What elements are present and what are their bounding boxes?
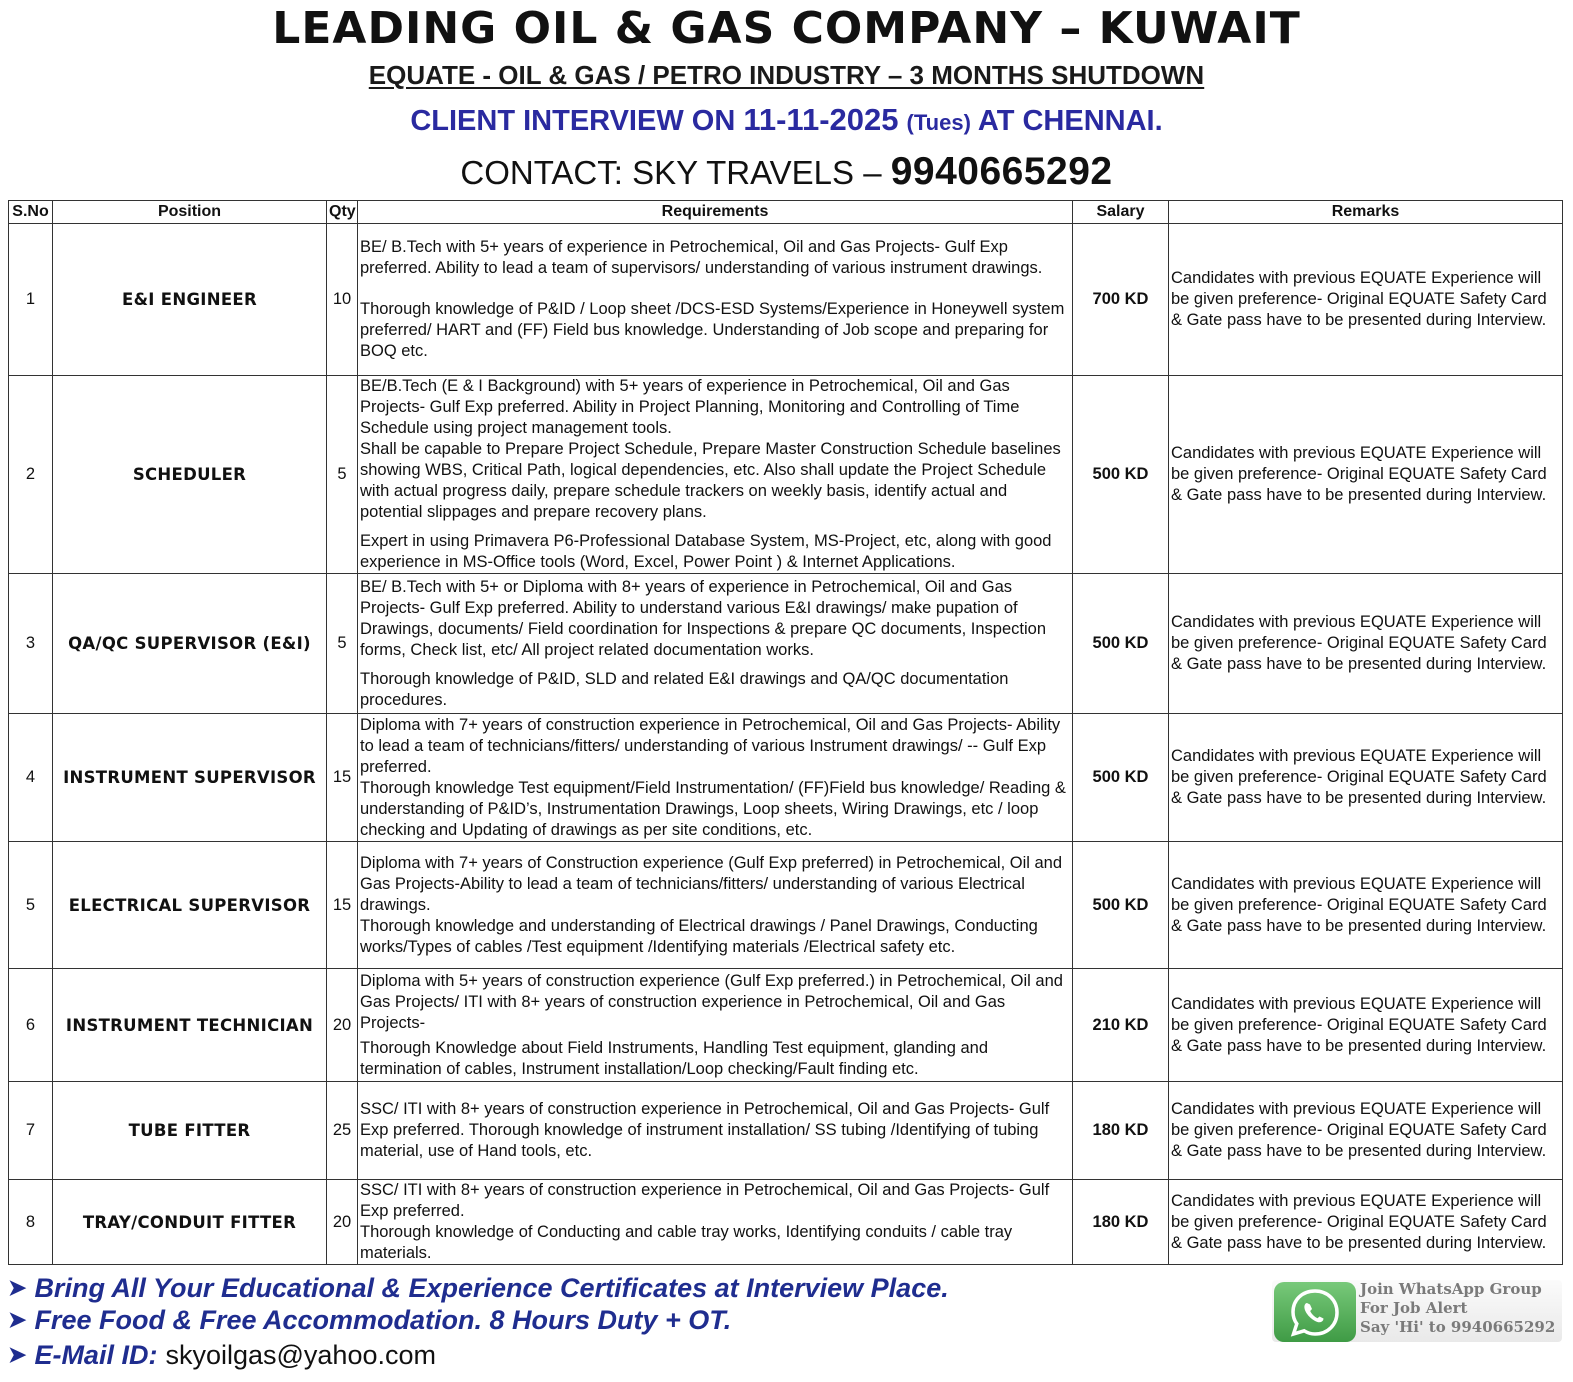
qty-cell: 5 [327,376,358,574]
contact-number: 9940665292 [890,150,1113,193]
remarks-cell: Candidates with previous EQUATE Experience will be given preference- Original EQUATE Safety Card & Gate pass have to be presented during Interview. [1169,842,1563,969]
salary-cell: 210 KD [1073,969,1169,1082]
remarks-cell: Candidates with previous EQUATE Experience will be given preference- Original EQUATE Safety Card & Gate pass have to be presented during Interview. [1169,1082,1563,1180]
qty-cell: 20 [327,1180,358,1265]
requirement-text: BE/ B.Tech with 5+ or Diploma with 8+ years of experience in Petrochemical, Oil and Gas Projects- Gulf Exp preferred. Ability to understand various E&I drawings/ make pupation of Drawings, documents/ Field coordination for Inspections & prepare QC documents, Inspection forms, Check list, etc/ All project related documentation works. [360,577,1047,659]
interview-place: AT CHENNAI. [970,105,1163,137]
requirement-text: SSC/ ITI with 8+ years of construction experience in Petrochemical, Oil and Gas Projects- Gulf Exp preferred. Thorough knowledge of instrument installation/ SS tubing /Identifying of tubing material, use of Hand tools, etc. [360,1100,1050,1160]
requirement-text: Thorough knowledge Test equipment/Field Instrumentation/ (FF)Field bus knowledge/ Reading & understanding of P&ID’s, Instrumentation Drawings, Loop sheets, Wiring Drawings, etc / loop checking and Updating of drawings as per site conditions, etc. [360,778,1066,839]
position-cell: SCHEDULER [53,376,327,574]
requirement-text: Thorough Knowledge about Field Instruments, Handling Test equipment, glanding and termination of cables, Instrument installation/Loop checking/Fault finding etc. [360,1038,989,1078]
remarks-cell: Candidates with previous EQUATE Experience will be given preference- Original EQUATE Safety Card & Gate pass have to be presented during Interview. [1169,969,1563,1082]
table-row [9,1180,1563,1265]
sno-cell: 2 [9,376,53,574]
footer-note-text: Bring All Your Educational & Experience Certificates at Interview Place. [34,1273,949,1303]
requirement-text: BE/B.Tech (E & I Background) with 5+ years of experience in Petrochemical, Oil and Gas Projects- Gulf Exp preferred. Ability in Project Planning, Monitoring and Controlling of Time Schedule using project management tools. [360,377,1020,437]
col-header-sno: S.No [9,201,53,224]
requirements-cell [358,714,1073,842]
col-header-position: Position [53,201,327,224]
whatsapp-badge [1274,1282,1356,1342]
sno-cell: 1 [9,224,53,376]
whatsapp-line: Say 'Hi' to 9940665292 [1360,1318,1556,1336]
salary-cell: 500 KD [1073,714,1169,842]
table-row [9,1082,1563,1180]
interview-day: (Tues) [906,110,971,135]
position-cell: INSTRUMENT SUPERVISOR [53,714,327,842]
sno-cell: 8 [9,1180,53,1265]
qty-cell: 10 [327,224,358,376]
footer-note-text: Free Food & Free Accommodation. 8 Hours Duty + OT. [34,1305,732,1335]
footer-note-email [8,1338,436,1372]
interview-date: 11-11-2025 [743,102,899,137]
sno-cell: 4 [9,714,53,842]
bullet-arrow-icon: ➤ [8,1342,27,1367]
requirements-cell [358,574,1073,714]
qty-cell: 15 [327,714,358,842]
subtitle-text: EQUATE - OIL & GAS / PETRO INDUSTRY – 3 MONTHS SHUTDOWN [368,60,1205,90]
requirement-text: Thorough knowledge of P&ID / Loop sheet /DCS-ESD Systems/Experience in Honeywell system preferred/ HART and (FF) Field bus knowledge. Understanding of Job scope and preparing for BOQ etc. [360,300,1065,360]
requirement-text: Diploma with 7+ years of construction experience in Petrochemical, Oil and Gas Projects- Ability to lead a team of technicians/fitters/ understanding of various Instrument drawings/ -- Gulf Exp preferred. [360,715,1061,776]
remarks-cell: Candidates with previous EQUATE Experience will be given preference- Original EQUATE Safety Card & Gate pass have to be presented during Interview. [1169,1180,1563,1265]
requirements-cell [358,842,1073,969]
table-row [9,714,1563,842]
position-cell: QA/QC SUPERVISOR (E&I) [53,574,327,714]
requirement-text: Diploma with 7+ years of Construction experience (Gulf Exp preferred) in Petrochemical, Oil and Gas Projects-Ability to lead a team of technicians/fitters/ understanding of various Electrical drawings. [360,853,1063,914]
qty-cell: 15 [327,842,358,969]
whatsapp-text [1360,1280,1555,1337]
requirements-cell [358,224,1073,376]
position-cell: E&I ENGINEER [53,224,327,376]
col-header-remarks: Remarks [1169,201,1563,224]
sno-cell: 7 [9,1082,53,1180]
requirement-text: Thorough knowledge of Conducting and cable tray works, Identifying conduits / cable tray materials. [360,1223,1013,1262]
page-subtitle [0,59,1573,91]
requirements-cell [358,1180,1073,1265]
qty-cell: 20 [327,969,358,1082]
col-header-requirements: Requirements [358,201,1073,224]
sno-cell: 6 [9,969,53,1082]
requirements-cell [358,969,1073,1082]
requirements-cell [358,1082,1073,1180]
contact-label: CONTACT: SKY TRAVELS – [460,154,891,191]
interview-line [0,101,1573,142]
requirements-cell [358,376,1073,574]
table-header-row [9,201,1563,224]
requirement-text: SSC/ ITI with 8+ years of construction experience in Petrochemical, Oil and Gas Projects- Gulf Exp preferred. [360,1181,1050,1220]
table-row [9,224,1563,376]
whatsapp-icon [1286,1285,1344,1341]
requirement-text: Diploma with 5+ years of construction experience (Gulf Exp preferred.) in Petrochemical, Oil and Gas Projects/ ITI with 8+ years of construction experience in Petrochemical, Oil and Gas Projects- [360,971,1063,1032]
contact-line [0,150,1573,195]
remarks-cell: Candidates with previous EQUATE Experience will be given preference- Original EQUATE Safety Card & Gate pass have to be presented during Interview. [1169,574,1563,714]
qty-cell: 25 [327,1082,358,1180]
col-header-qty: Qty [327,201,358,224]
remarks-cell: Candidates with previous EQUATE Experience will be given preference- Original EQUATE Safety Card & Gate pass have to be presented during Interview. [1169,714,1563,842]
position-cell: TRAY/CONDUIT FITTER [53,1180,327,1265]
requirement-text: Expert in using Primavera P6-Professional Database System, MS-Project, etc, along with good experience in MS-Office tools (Word, Excel, Power Point ) & Internet Applications. [360,532,1052,571]
salary-cell: 700 KD [1073,224,1169,376]
salary-cell: 180 KD [1073,1180,1169,1265]
salary-cell: 500 KD [1073,376,1169,574]
salary-cell: 500 KD [1073,574,1169,714]
whatsapp-banner[interactable] [1272,1280,1562,1342]
position-cell: INSTRUMENT TECHNICIAN [53,969,327,1082]
col-header-salary: Salary [1073,201,1169,224]
salary-cell: 500 KD [1073,842,1169,969]
remarks-cell: Candidates with previous EQUATE Experience will be given preference- Original EQUATE Safety Card & Gate pass have to be presented during Interview. [1169,224,1563,376]
table-row [9,376,1563,574]
sno-cell: 3 [9,574,53,714]
email-label: E-Mail ID: [34,1340,158,1370]
jobs-table [8,200,1563,1265]
requirement-text: BE/ B.Tech with 5+ years of experience in Petrochemical, Oil and Gas Projects- Gulf Exp preferred. Ability to lead a team of supervisors/ understanding of various instrument drawings. [360,238,1043,277]
qty-cell: 5 [327,574,358,714]
table-row [9,842,1563,969]
position-cell: TUBE FITTER [53,1082,327,1180]
requirement-text: Thorough knowledge and understanding of Electrical drawings / Panel Drawings, Conducting works/Types of cables /Test equipment /Identifying materials /Electrical safety etc. [360,916,1038,956]
requirement-text: Thorough knowledge of P&ID, SLD and related E&I drawings and QA/QC documentation procedures. [360,669,1009,709]
bullet-arrow-icon: ➤ [8,1307,27,1332]
email-address[interactable]: skyoilgas@yahoo.com [165,1340,436,1370]
whatsapp-line: Join WhatsApp Group [1360,1280,1542,1298]
bullet-arrow-icon: ➤ [8,1275,27,1300]
interview-prefix: CLIENT INTERVIEW ON [410,105,744,137]
remarks-cell: Candidates with previous EQUATE Experience will be given preference- Original EQUATE Safety Card & Gate pass have to be presented during Interview. [1169,376,1563,574]
whatsapp-line: For Job Alert [1360,1299,1468,1317]
footer-note-benefits [8,1303,731,1337]
sno-cell: 5 [9,842,53,969]
table-row [9,969,1563,1082]
position-cell: ELECTRICAL SUPERVISOR [53,842,327,969]
footer-note-certificates [8,1271,949,1305]
salary-cell: 180 KD [1073,1082,1169,1180]
requirement-text: Shall be capable to Prepare Project Schedule, Prepare Master Construction Schedule baselines showing WBS, Critical Path, logical dependencies, etc. Also shall update the Project Schedule with actual progress daily, prepare schedule trackers on weekly basis, identify actual and potential slippages and prepare recovery plans. [360,440,1061,521]
table-row [9,574,1563,714]
page-title: LEADING OIL & GAS COMPANY – KUWAIT [272,3,1301,54]
